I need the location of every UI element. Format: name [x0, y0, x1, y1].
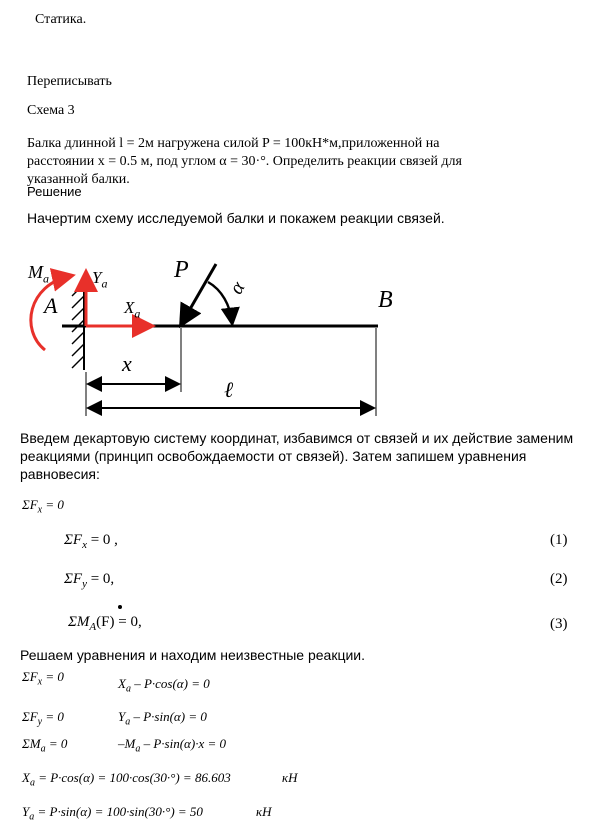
- page-title: Статика.: [35, 12, 87, 27]
- solution-r4-unit: кН: [282, 770, 298, 785]
- label-a: A: [44, 293, 58, 318]
- solution-r5-unit: кН: [256, 804, 272, 819]
- label-ya: $Y_a$: [92, 268, 108, 291]
- equation-2-number: (2): [550, 571, 568, 587]
- sum-fx-short: $\Sigma F_x = 0$: [22, 497, 64, 516]
- label-alpha: α: [225, 277, 250, 299]
- label-p: P: [174, 257, 189, 283]
- label-b: B: [378, 287, 393, 313]
- solution-r2a: $\Sigma F_y = 0$: [22, 709, 64, 728]
- draw-intro: Начертим схему исследуемой балки и покажем реакции связей.: [27, 210, 445, 226]
- equation-1: $\Sigma F_x = 0$ ,: [64, 532, 118, 551]
- solution-r1b: $X_a - P\cdot\cos(\alpha) = 0$: [118, 676, 210, 695]
- solution-r5: $Y_a = P\cdot\sin(\alpha) = 100\cdot\sin(30\cdot^\circ) = 50$: [22, 804, 203, 823]
- solution-r2b: $Y_a - P\cdot\sin(\alpha) = 0$: [118, 709, 207, 728]
- problem-line-1: Балка длинной l = 2м нагружена силой P = 100кН*м,приложенной на: [27, 136, 440, 151]
- equation-3-number: (3): [550, 616, 568, 632]
- solve-intro: Решаем уравнения и находим неизвестные реакции.: [20, 647, 366, 663]
- label-xa: $X_a$: [124, 298, 141, 321]
- scheme-label: Схема 3: [27, 103, 75, 118]
- equation-3: $\Sigma M_A(F) = 0$,: [68, 614, 142, 633]
- label-ma: $M_a$: [28, 262, 49, 286]
- vector-dot: [118, 605, 122, 609]
- coord-line-2: реакциями (принцип освобождаемости от связей). Затем запишем уравнения: [20, 448, 527, 464]
- equation-2: $\Sigma F_y = 0$,: [64, 571, 115, 590]
- problem-line-2: расстоянии x = 0.5 м, под углом α = 30·°. Определить реакции связей для: [27, 154, 462, 169]
- solution-heading: Решение: [27, 184, 82, 199]
- coord-line-1: Введем декартовую систему координат, избавимся от связей и их действие заменим: [20, 430, 574, 446]
- problem-line-3: указанной балки.: [27, 172, 130, 187]
- solution-r1a: $\Sigma F_x = 0$: [22, 669, 64, 688]
- equation-1-number: (1): [550, 532, 568, 548]
- solution-r3a: $\Sigma M_a = 0$: [22, 736, 68, 755]
- label-x: x: [122, 351, 132, 376]
- solution-r4: $X_a = P\cdot\cos(\alpha) = 100\cdot\cos(30\cdot^\circ) = 86.603$: [22, 770, 231, 789]
- label-l: ℓ: [224, 377, 234, 402]
- coord-line-3: равновесия:: [20, 466, 100, 482]
- solution-r3b: $-M_a - P\cdot\sin(\alpha)\cdot x = 0$: [118, 736, 226, 755]
- rewrite-label: Переписывать: [27, 74, 112, 89]
